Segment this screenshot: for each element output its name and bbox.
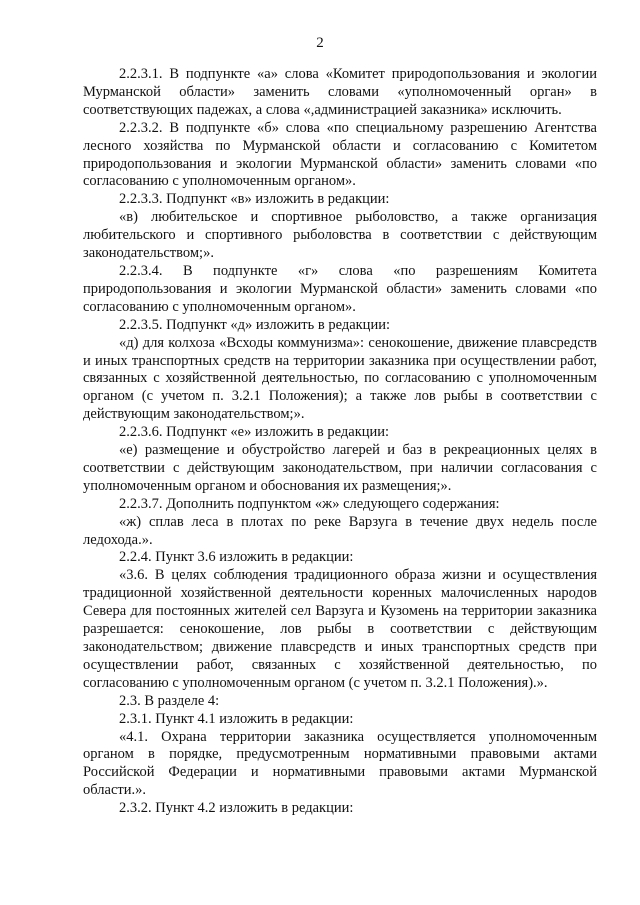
paragraph-subitem-e: «е) размещение и обустройство лагерей и баз в рекреационных целях в соответствии с действующим законодательством, при наличии согласования с уполномоченным органом и обоснования их размещения;». [83, 442, 597, 494]
paragraph-point-3-6: «3.6. В целях соблюдения традиционного образа жизни и осуществления традиционной хозяйственной деятельности коренных малочисленных народов Севера для постоянных жителей сел Варзуга и Кузомень на территории заказника разрешается: сенокошение, лов рыбы в соответствии с действующим законодательством; движение плавсредств и иных транспортных средств при осуществлении работ, связанных с хозяйственной деятельностью, по согласованию с уполномоченным органом (с учетом п. 3.2.1 Положения).». [83, 567, 597, 691]
paragraph-2-3-1: 2.3.1. Пункт 4.1 изложить в редакции: [119, 710, 354, 727]
paragraph-2-2-3-1: 2.2.3.1. В подпункте «а» слова «Комитет природопользования и экологии Мурманской области» заменить словами «уполномоченный орган» в соответствующих падежах, а слова «,администрацией заказника» исключить. [83, 66, 597, 118]
paragraph-subitem-zh: «ж) сплав леса в плотах по реке Варзуга в течение двух недель после ледохода.». [83, 513, 597, 548]
paragraph-subitem-d: «д) для колхоза «Всходы коммунизма»: сенокошение, движение плавсредств и иных транспортных средств на территории заказника при осуществлении работ, связанных с хозяйственной деятельностью, по согласованию с уполномоченным органом (с учетом п. 3.2.1 Положения); а также лов рыбы в соответствии с действующим законодательством;». [83, 334, 597, 423]
page-number: 2 [316, 35, 324, 51]
paragraph-2-3-2: 2.3.2. Пункт 4.2 изложить в редакции: [119, 800, 354, 817]
paragraph-2-2-3-5: 2.2.3.5. Подпункт «д» изложить в редакции: [119, 316, 390, 333]
paragraph-2-2-3-7: 2.2.3.7. Дополнить подпунктом «ж» следующего содержания: [119, 495, 500, 512]
paragraph-2-2-3-4: 2.2.3.4. В подпункте «г» слова «по разрешениям Комитета природопользования и экологии Мурманской области» заменить словами «по согласованию с уполномоченным органом». [83, 262, 597, 315]
paragraph-2-2-3-6: 2.2.3.6. Подпункт «е» изложить в редакции: [119, 424, 390, 441]
paragraph-2-2-4: 2.2.4. Пункт 3.6 изложить в редакции: [119, 549, 354, 566]
paragraph-2-3: 2.3. В разделе 4: [119, 692, 220, 709]
paragraph-2-2-3-2: 2.2.3.2. В подпункте «б» слова «по специальному разрешению Агентства лесного хозяйства по Мурманской области и согласованию с Комитетом природопользования и экологии Мурманской области» заменить словами «по согласованию с уполномоченным органом». [83, 119, 597, 190]
paragraph-point-4-1: «4.1. Охрана территории заказника осуществляется уполномоченным органом в порядке, предусмотренным нормативными правовыми актами Российской Федерации и нормативными правовыми актами Мурманской области.». [83, 728, 597, 799]
paragraph-subitem-v: «в) любительское и спортивное рыболовство, а также организация любительского и спортивного рыболовства в соответствии с действующим законодательством;». [83, 209, 597, 262]
document-body [83, 66, 597, 818]
paragraph-2-2-3-3: 2.2.3.3. Подпункт «в» изложить в редакции: [119, 191, 390, 208]
